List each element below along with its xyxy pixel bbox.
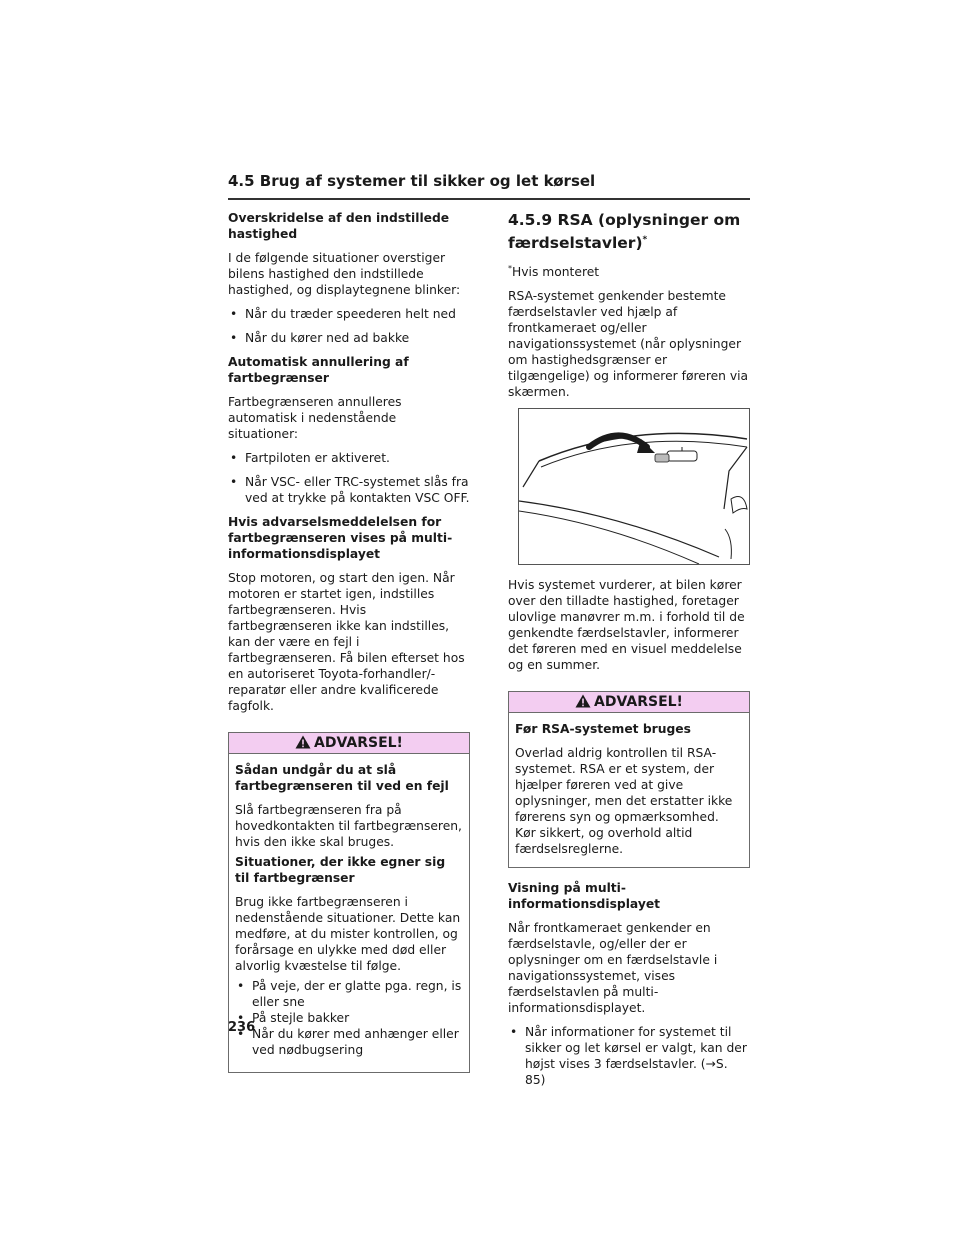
chapter-header: 4.5 Brug af systemer til sikker og let kørsel (228, 172, 596, 190)
bullet-list (228, 450, 470, 506)
right-column (508, 206, 750, 1096)
paragraph: I de følgende situationer overstiger bilens hastighed den indstillede hastighed, og displaytegnene blinker: (228, 251, 461, 297)
windshield-camera-image (519, 409, 749, 564)
list-item: • Når du kører ned ad bakke (228, 330, 470, 346)
warning-heading: Før RSA-systemet bruges (515, 722, 691, 737)
heading-speed-exceeded: Overskridelse af den indstillede hastighed (228, 211, 450, 241)
warning-box (228, 732, 470, 1073)
bullet-list (508, 1024, 750, 1088)
warning-header (229, 733, 469, 754)
warning-body (229, 754, 469, 1072)
list-item: • Fartpiloten er aktiveret. (228, 450, 470, 466)
warning-paragraph: Slå fartbegrænseren fra på hovedkontakten til fartbegrænseren, hvis den ikke skal bruges. (235, 803, 462, 849)
paragraph: Fartbegrænseren annulleres automatisk i nedenstående situationer: (228, 395, 402, 441)
paragraph: Stop motoren, og start den igen. Når motoren er startet igen, indstilles fartbegrænseren. Hvis fartbegrænseren ikke kan indstilles, kan der være en fejl i fartbegrænseren. Få bilen efterset hos en autoriseret Toyota-forhandler/-reparatør eller andre kvalificerede fagfolk. (228, 571, 465, 713)
list-item: • På veje, der er glatte pga. regn, is eller sne (235, 978, 463, 1010)
paragraph: Når frontkameraet genkender en færdselstavle, og/eller der er oplysninger om en færdselstavle i navigationssystemet, vises færdselstavlen på multi-informationsdisplayet. (508, 921, 718, 1016)
page-number: 236 (228, 1020, 256, 1035)
heading-warning-message: Hvis advarselsmeddelelsen for fartbegrænseren vises på multi-informationsdisplayet (228, 515, 453, 561)
warning-triangle-icon (295, 735, 311, 749)
section-star: * (642, 235, 648, 245)
paragraph: Hvis systemet vurderer, at bilen kører over den tilladte hastighed, foretager ulovlige manøvrer m.m. i forhold til de genkendte færdselstavler, informerer det føreren med en visuel meddelelse og en summer. (508, 578, 745, 673)
warning-header (509, 692, 749, 713)
heading-multi-info-display: Visning på multi-informationsdisplayet (508, 881, 661, 912)
left-column (228, 206, 470, 1085)
footnote: *Hvis monteret (508, 264, 600, 280)
warning-paragraph: Overlad aldrig kontrollen til RSA-systemet. RSA er et system, der hjælper føreren ved at give oplysninger, men det erstatter ikke førerens syn og opmærksomhed. Kør sikkert, og overhold altid færdselsreglerne. (515, 746, 733, 857)
list-item: • Når informationer for systemet til sikker og let kørsel er valgt, kan der højst vises 3 færdselstavler. (→S. 85) (508, 1024, 750, 1088)
warning-title: ADVARSEL! (594, 694, 683, 711)
warning-bullet-list (235, 978, 463, 1058)
warning-box (508, 691, 750, 868)
list-item: • Når du træder speederen helt ned (228, 306, 470, 322)
list-item: • Når VSC- eller TRC-systemet slås fra ved at trykke på kontakten VSC OFF. (228, 474, 470, 506)
warning-heading: Situationer, der ikke egner sig til fartbegrænser (235, 855, 446, 885)
windshield-camera-illustration (518, 408, 750, 565)
bullet-list (228, 306, 470, 346)
header-rule (228, 198, 750, 200)
list-item: • Når du kører med anhænger eller ved nødbugsering (235, 1026, 463, 1058)
warning-triangle-icon (575, 694, 591, 708)
warning-heading: Sådan undgår du at slå fartbegrænseren til ved en fejl (235, 763, 449, 793)
heading-auto-cancel: Automatisk annullering af fartbegrænser (228, 355, 409, 385)
paragraph: RSA-systemet genkender bestemte færdselstavler ved hjælp af frontkameraet og/eller navigationssystemet (når oplysninger om hastighedsgrænser er tilgængelige) og informerer føreren via skærmen. (508, 289, 749, 400)
list-item: • På stejle bakker (235, 1010, 463, 1026)
warning-body (509, 713, 749, 867)
warning-paragraph: Brug ikke fartbegrænseren i nedenstående situationer. Dette kan medføre, at du mister kontrollen, og forårsage en ulykke med død eller alvorlig kvæstelse til følge. (235, 895, 461, 973)
warning-title: ADVARSEL! (314, 735, 403, 751)
section-title: 4.5.9 RSA (oplysninger om færdselstavler)* (508, 211, 741, 253)
